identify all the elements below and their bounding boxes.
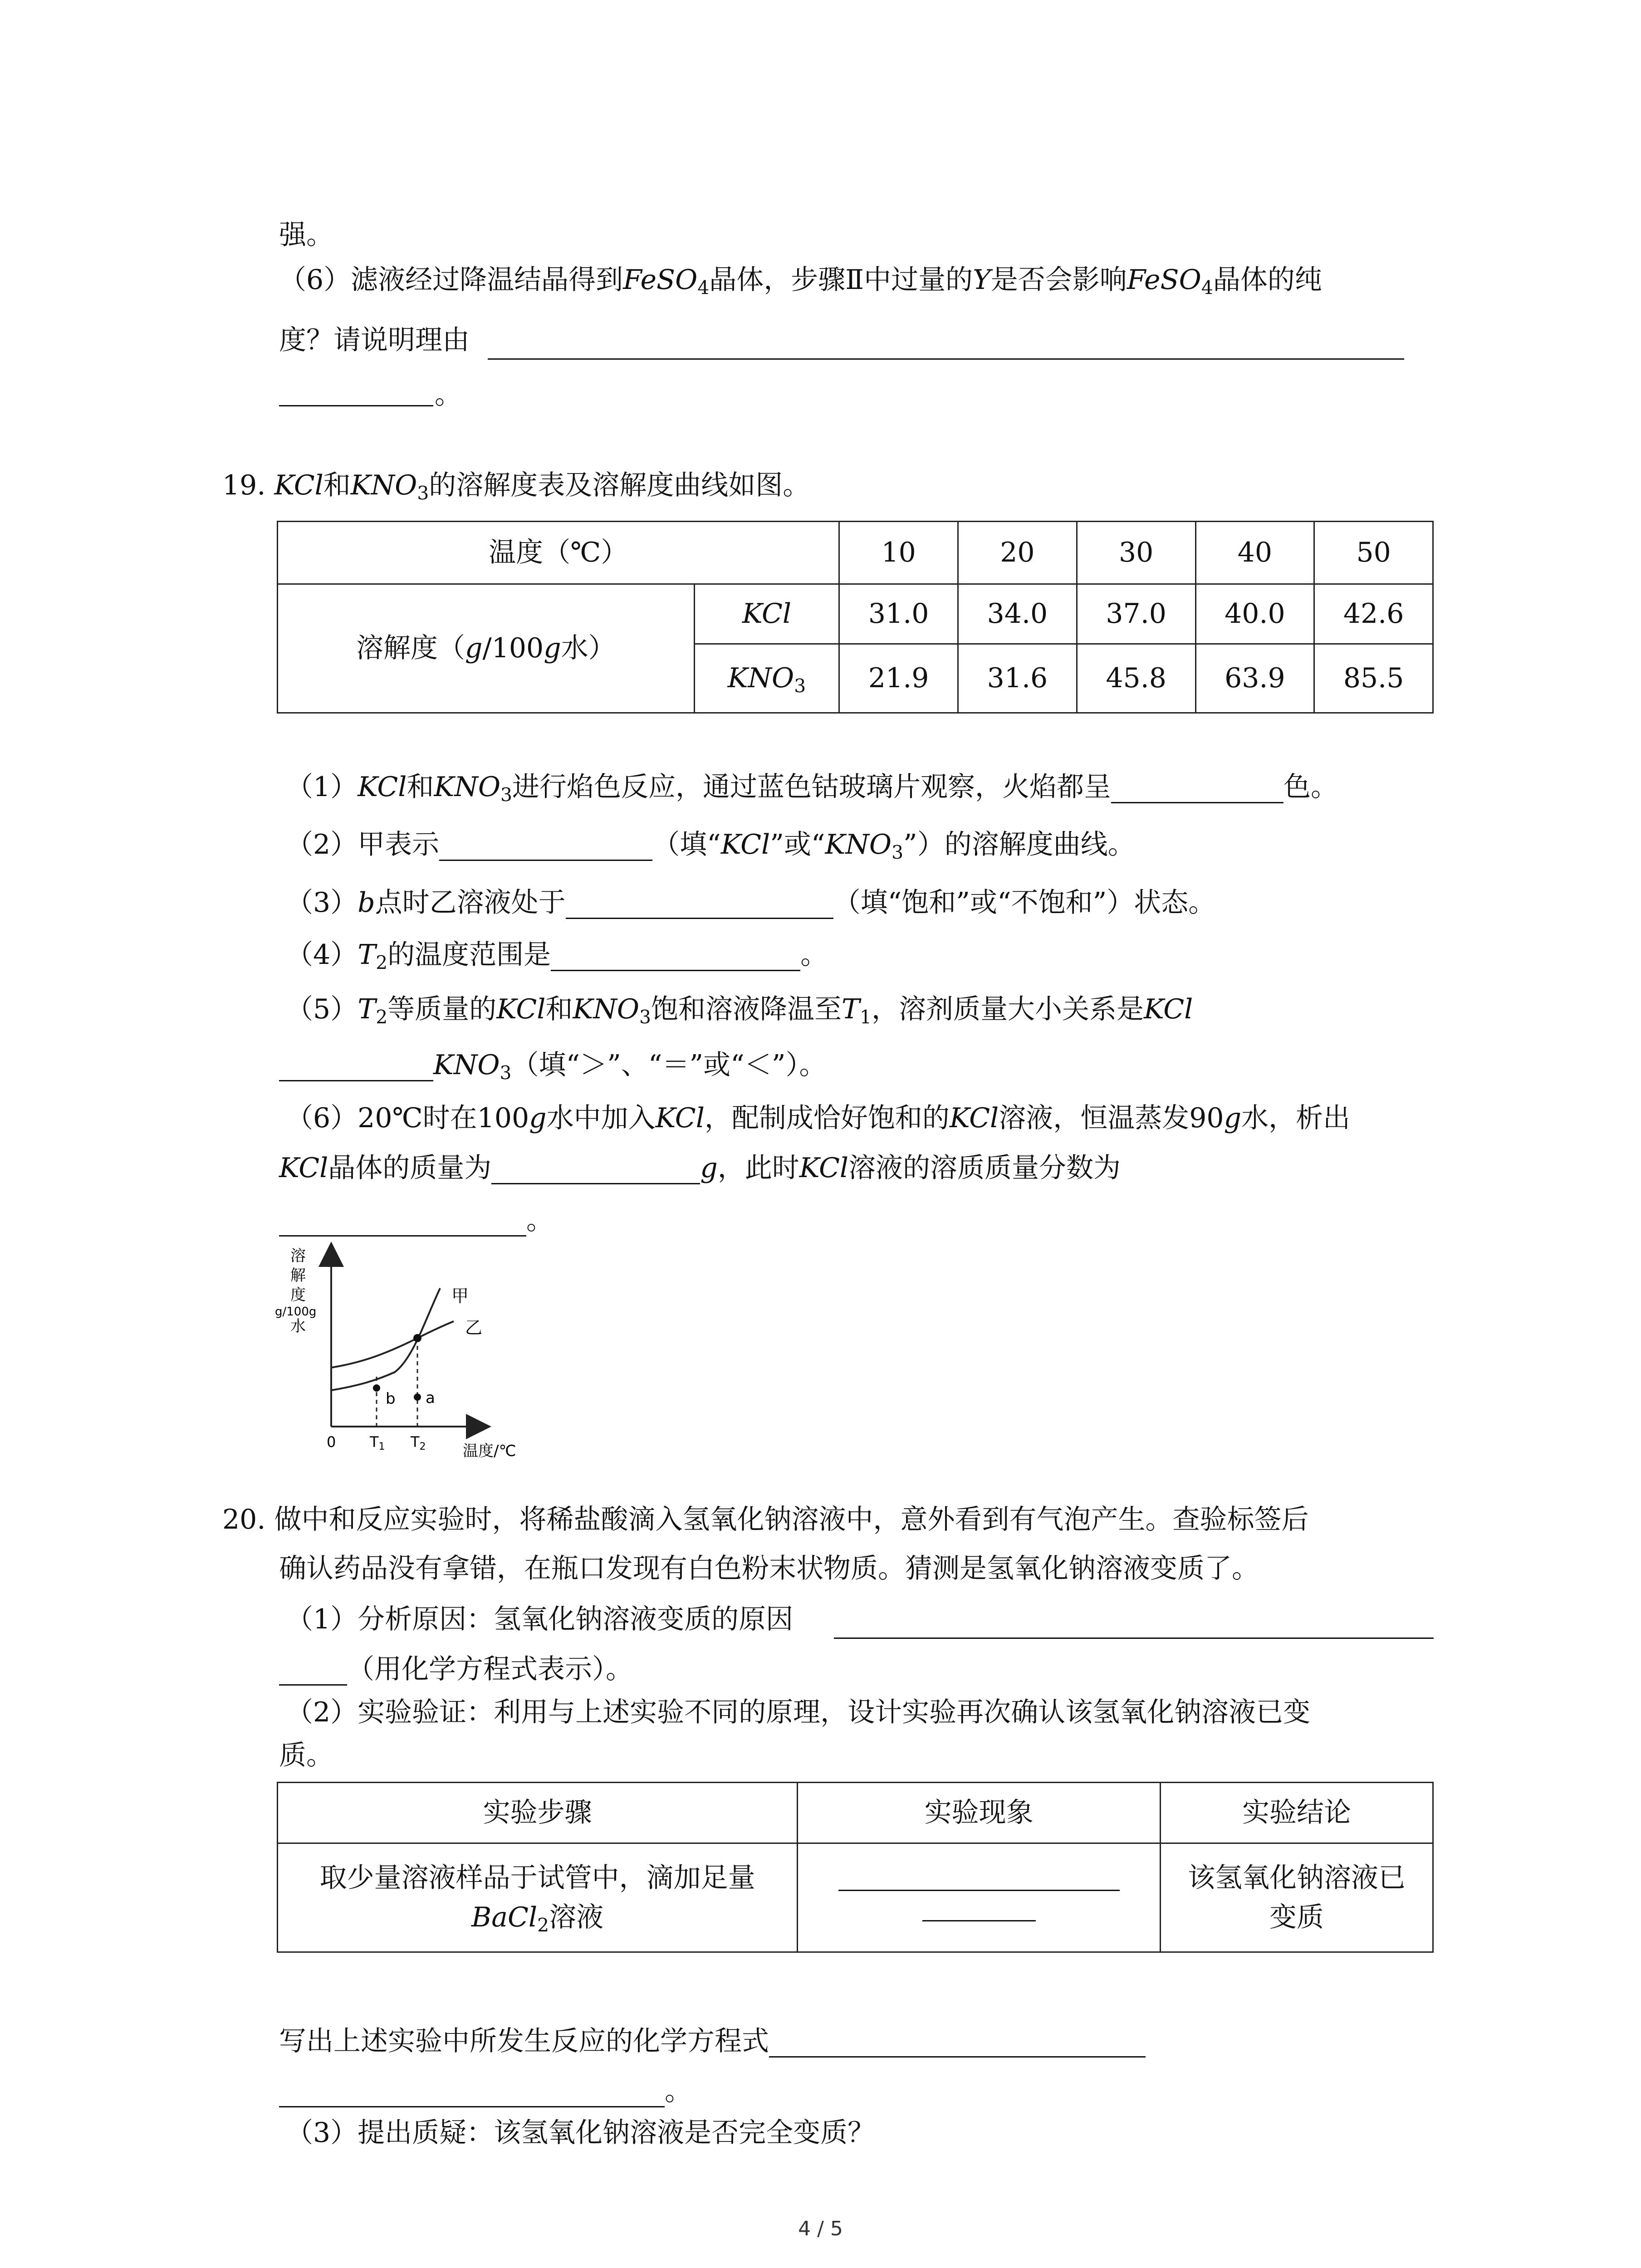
answer-blank[interactable]: [439, 831, 652, 861]
table-cell: 10: [839, 522, 958, 584]
reason-prompt: 度？请说明理由: [279, 324, 470, 356]
point-b-label: b: [386, 1390, 396, 1408]
answer-blank[interactable]: [838, 1888, 1120, 1891]
t2-label: T2: [411, 1433, 426, 1452]
point-a: [414, 1393, 421, 1401]
answer-blank[interactable]: [551, 942, 800, 971]
answer-blank[interactable]: [279, 1052, 433, 1081]
solubility-table: [277, 521, 1434, 714]
answer-blank[interactable]: [566, 890, 833, 919]
point-intersection: [413, 1334, 421, 1342]
answer-blank[interactable]: [922, 1918, 1036, 1921]
table-cell: 37.0: [1077, 584, 1195, 644]
point-a-label: a: [426, 1389, 435, 1407]
line-end: 。: [435, 379, 462, 411]
table-cell: 42.6: [1314, 584, 1433, 644]
page-number: 4 / 5: [798, 2217, 843, 2240]
q19-sub-2: （2）甲表示 （填“KCl”或“$KNO_3$”）的溶解度曲线。: [286, 829, 1135, 864]
q19-sub-1: （1）KCl和$KNO_3$进行焰色反应，通过蓝色钴玻璃片观察，火焰都呈 色。: [286, 771, 1338, 806]
answer-blank[interactable]: [769, 2028, 1146, 2058]
q20-sub-1-cont: （用化学方程式表示）。: [279, 1656, 633, 1686]
header-conclusion: 实验结论: [1160, 1783, 1433, 1843]
answer-blank[interactable]: [279, 1207, 526, 1237]
line-qiang: 强。: [279, 219, 333, 251]
temp-header: 温度（℃）: [278, 522, 839, 584]
table-cell: 31.0: [839, 584, 958, 644]
table-cell: 40: [1195, 522, 1314, 584]
q19-sub-4: $(4)T_2$的温度范围是 。: [286, 939, 828, 974]
answer-blank[interactable]: [834, 1637, 1434, 1639]
step-cell: 取少量溶液样品于试管中，滴加足量 BaCl$_2$溶液: [278, 1843, 798, 1952]
curve-jia-label: 甲: [451, 1286, 469, 1306]
ylabel-3: 度: [290, 1286, 306, 1304]
question-20-line1: 20. 做中和反应实验时，将稀盐酸滴入氢氧化钠溶液中，意外看到有气泡产生。查验标签后: [222, 1504, 1309, 1535]
q19-sub-5: $(5)T_2$等质量的KCl和$KNO_3$饱和溶液降温至$T_1$，溶剂质量大小关系是KCl: [286, 993, 1193, 1028]
header-steps: 实验步骤: [278, 1783, 798, 1843]
q19-sub-5-cont: $KNO_3$（填“＞”、“＝”或“＜”）。: [279, 1051, 827, 1081]
answer-blank[interactable]: [491, 1155, 700, 1184]
xlabel: 温度/℃: [463, 1442, 516, 1460]
question-20-line2: 确认药品没有拿错，在瓶口发现有白色粉末状物质。猜测是氢氧化钠溶液变质了。: [279, 1553, 1259, 1584]
answer-blank[interactable]: [279, 405, 433, 406]
answer-blank[interactable]: [279, 2078, 665, 2107]
solubility-curve-graph: [272, 1241, 581, 1463]
equation-prompt: 写出上述实验中所发生反应的化学方程式: [279, 2028, 1146, 2058]
t1-label: T1: [370, 1433, 385, 1452]
table-cell: 45.8: [1077, 644, 1195, 713]
header-phenomenon: 实验现象: [798, 1783, 1161, 1843]
q19-sub-6-cont: KCl晶体的质量为 g，此时KCl溶液的溶质质量分数为: [279, 1152, 1121, 1184]
q19-sub-6-cont2: 。: [279, 1207, 554, 1237]
point-b: [373, 1384, 380, 1392]
ylabel-1: 溶: [290, 1247, 306, 1265]
q20-sub-3: （3）提出质疑：该氢氧化钠溶液是否完全变质？: [286, 2117, 875, 2149]
ylabel-5: 水: [290, 1317, 306, 1335]
table-cell: 21.9: [839, 644, 958, 713]
table-cell: 50: [1314, 522, 1433, 584]
curve-yi: [331, 1321, 454, 1368]
q19-sub-3: （3）b点时乙溶液处于 （填“饱和”或“不饱和”）状态。: [286, 887, 1216, 919]
q20-sub-1: （1）分析原因：氢氧化钠溶液变质的原因: [286, 1603, 794, 1635]
table-cell: 31.6: [958, 644, 1077, 713]
q19-sub-6: （6）20℃时在100g水中加入KCl，配制成恰好饱和的KCl溶液，恒温蒸发90g水，析出: [286, 1102, 1350, 1134]
origin-label: 0: [327, 1433, 336, 1451]
table-cell: 85.5: [1314, 644, 1433, 713]
q20-sub-2: （2）实验验证：利用与上述实验不同的原理，设计实验再次确认该氢氧化钠溶液已变: [286, 1696, 1311, 1728]
kcl-label: KCl: [694, 584, 839, 644]
curve-yi-label: 乙: [465, 1318, 483, 1338]
ylabel-2: 解: [290, 1266, 306, 1285]
solubility-header: 溶解度（g/100g水）: [278, 584, 695, 713]
answer-blank[interactable]: [1111, 774, 1283, 803]
question-19-title: 19. KCl和$KNO_3$的溶解度表及溶解度曲线如图。: [222, 469, 810, 504]
table-cell: 20: [958, 522, 1077, 584]
answer-blank[interactable]: [279, 1656, 347, 1686]
table-cell: 63.9: [1195, 644, 1314, 713]
table-cell: 34.0: [958, 584, 1077, 644]
table-cell: 40.0: [1195, 584, 1314, 644]
conclusion-cell: 该氢氧化钠溶液已 变质: [1160, 1843, 1433, 1952]
ylabel-4: g/100g: [275, 1305, 317, 1319]
curve-jia: [331, 1288, 440, 1390]
experiment-table: [277, 1782, 1434, 1953]
kno3-label: $KNO_3$: [694, 644, 839, 713]
answer-blank[interactable]: [488, 358, 1404, 360]
phenomenon-cell: [798, 1843, 1161, 1952]
table-cell: 30: [1077, 522, 1195, 584]
q20-sub-2-cont: 质。: [279, 1740, 333, 1771]
question-6-line: （6）滤液经过降温结晶得到FeSO$_4$晶体，步骤Ⅱ中过量的Y是否会影响FeSO$_4$晶体的纯: [279, 264, 1322, 299]
equation-prompt-cont: 。: [279, 2077, 692, 2107]
